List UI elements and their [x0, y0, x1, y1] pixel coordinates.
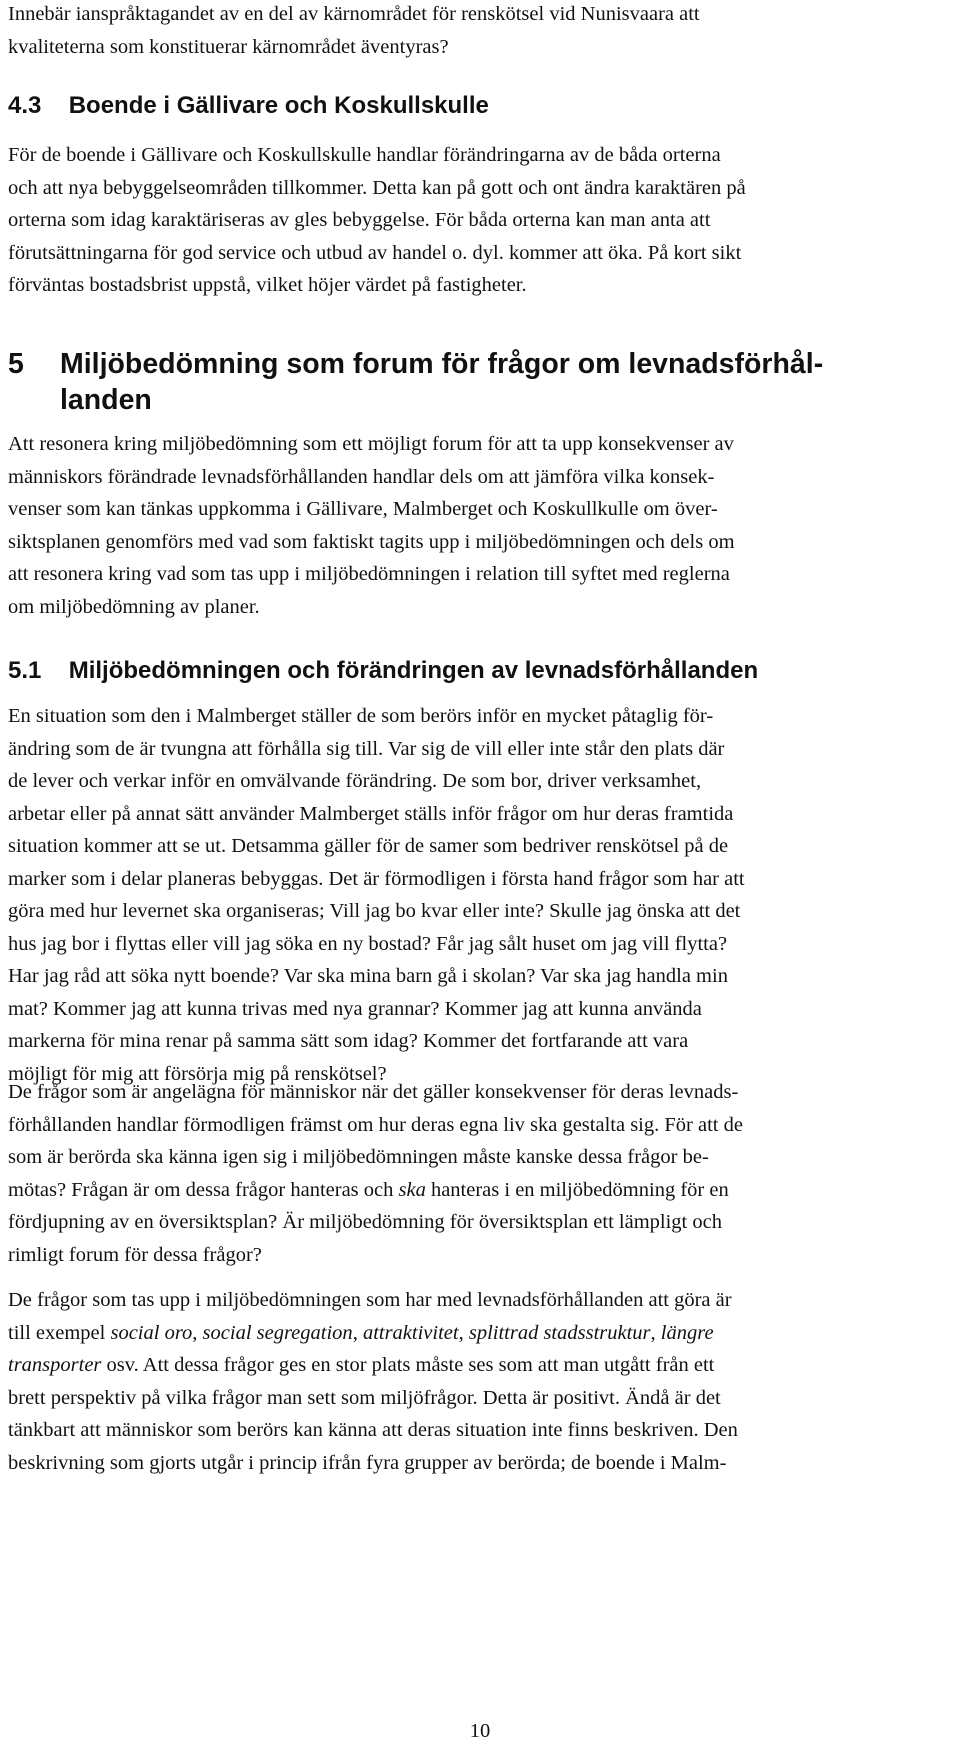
- text-line: förutsättningarna för god service och utbud av handel o. dyl. kommer att öka. På kort sikt: [8, 241, 742, 264]
- text-line: de lever och verkar inför en omvälvande förändring. De som bor, driver verksamhet,: [8, 770, 702, 792]
- text-line: transporter osv. Att dessa frågor ges en stor plats måste ses som att man utgått från ett: [8, 1354, 715, 1376]
- text-line: som är berörda ska känna igen sig i miljöbedömningen måste kanske dessa frågor be-: [8, 1146, 709, 1168]
- text-line: ändring som de är tvungna att förhålla sig till. Var sig de vill eller inte står den plats där: [8, 737, 725, 760]
- text-line: hus jag bor i flyttas eller vill jag söka en ny bostad? Får jag sålt huset om jag vill flytta?: [8, 932, 728, 955]
- emphasis: ska: [398, 1178, 426, 1201]
- emphasis: attraktivitet: [362, 1321, 459, 1344]
- text-line: Att resonera kring miljöbedömning som ett möjligt forum för att ta upp konsekvenser av: [8, 433, 734, 455]
- text-line: En situation som den i Malmberget ställer de som berörs inför en mycket påtaglig för-: [8, 705, 714, 727]
- section-4-3-paragraph: [8, 139, 952, 302]
- text-line: För de boende i Gällivare och Koskullskulle handlar förändringarna av de båda orterna: [8, 144, 721, 166]
- section-5-1-paragraph-3: [8, 1284, 952, 1479]
- text-line: orterna som idag karaktäriseras av gles bebyggelse. För båda orterna kan man anta att: [8, 209, 711, 231]
- text-line: tänkbart att människor som berörs kan känna att deras situation inte finns beskriven. Den: [8, 1419, 738, 1441]
- section-5-1-paragraph-2: [8, 1076, 952, 1271]
- text-line: marker som i delar planeras bebyggas. Det är förmodligen i första hand frågor som har att: [8, 867, 745, 890]
- text-line: till exempel social oro, social segregation, attraktivitet, splittrad stadsstruktur, längre: [8, 1321, 714, 1344]
- text-line: att resonera kring vad som tas upp i miljöbedömningen i relation till syftet med reglerna: [8, 563, 730, 585]
- text-line: venser som kan tänkas uppkomma i Gällivare, Malmberget och Koskullkulle om över-: [8, 498, 718, 520]
- text-line: De frågor som är angelägna för människor när det gäller konsekvenser för deras levnads-: [8, 1081, 739, 1103]
- text-line: människors förändrade levnadsförhållanden handlar dels om att jämföra vilka konsek-: [8, 465, 715, 488]
- text-line: göra med hur levernet ska organiseras; Vill jag bo kvar eller inte? Skulle jag önska att det: [8, 900, 741, 922]
- text-line: brett perspektiv på vilka frågor man sett som miljöfrågor. Detta är positivt. Ändå är det: [8, 1386, 721, 1409]
- section-heading-5: [8, 346, 952, 418]
- text-line: markerna för mina renar på samma sätt som idag? Kommer det fortfarande att vara: [8, 1030, 689, 1052]
- intro-paragraph: [8, 0, 952, 63]
- emphasis: splittrad stadsstruktur: [468, 1321, 651, 1344]
- text-line: beskrivning som gjorts utgår i princip ifrån fyra grupper av berörda; de boende i Malm-: [8, 1451, 727, 1474]
- text-line: mat? Kommer jag att kunna trivas med nya grannar? Kommer jag att kunna använda: [8, 997, 702, 1020]
- emphasis: social segregation: [202, 1321, 353, 1344]
- emphasis: transporter: [8, 1354, 102, 1376]
- section-title-line-1: Miljöbedömning som forum för frågor om levnadsförhål-: [60, 348, 824, 380]
- section-number: 4.3: [8, 92, 42, 119]
- text-line: om miljöbedömning av planer.: [8, 595, 260, 618]
- text-line: Har jag råd att söka nytt boende? Var ska mina barn gå i skolan? Var ska jag handla min: [8, 965, 728, 987]
- text-line: rimligt forum för dessa frågor?: [8, 1243, 262, 1266]
- section-title-line-2: landen: [60, 384, 152, 416]
- emphasis: längre: [660, 1321, 714, 1344]
- section-number: 5.1: [8, 657, 42, 684]
- text-line: situation kommer att se ut. Detsamma gäller för de samer som bedriver renskötsel på de: [8, 835, 729, 857]
- text-line: fördjupning av en översiktsplan? Är miljöbedömning för översiktsplan ett lämpligt och: [8, 1211, 722, 1233]
- section-title: Boende i Gällivare och Koskullskulle: [68, 92, 489, 119]
- page-number: 10: [469, 1720, 491, 1742]
- emphasis: social oro: [110, 1321, 193, 1344]
- text-line: kvaliteterna som konstituerar kärnområdet äventyras?: [8, 35, 449, 58]
- text-line: förhållanden handlar förmodligen främst om hur deras egna liv ska gestalta sig. För att de: [8, 1113, 743, 1136]
- section-number: 5: [8, 348, 24, 380]
- text-line: och att nya bebyggelseområden tillkommer. Detta kan på gott och ont ändra karaktären på: [8, 176, 746, 199]
- section-5-paragraph: [8, 428, 952, 623]
- text-line: mötas? Frågan är om dessa frågor hanteras och ska hanteras i en miljöbedömning för en: [8, 1178, 729, 1201]
- section-heading-5-1: [8, 655, 952, 687]
- section-5-1-paragraph-1: [8, 700, 952, 1090]
- section-title: Miljöbedömningen och förändringen av levnadsförhållanden: [68, 657, 759, 684]
- section-heading-4-3: [8, 90, 952, 122]
- text-line: möjligt för mig att försörja mig på renskötsel?: [8, 1062, 387, 1085]
- text-line: siktsplanen genomförs med vad som faktiskt tagits upp i miljöbedömningen och dels om: [8, 530, 735, 553]
- text-line: arbetar eller på annat sätt använder Malmberget ställs inför frågor om hur deras framtida: [8, 802, 734, 825]
- text-line: förväntas bostadsbrist uppstå, vilket höjer värdet på fastigheter.: [8, 274, 527, 296]
- text-line: De frågor som tas upp i miljöbedömningen som har med levnadsförhållanden att göra är: [8, 1289, 732, 1311]
- text-line: Innebär ianspråktagandet av en del av kärnområdet för renskötsel vid Nunisvaara att: [8, 3, 700, 25]
